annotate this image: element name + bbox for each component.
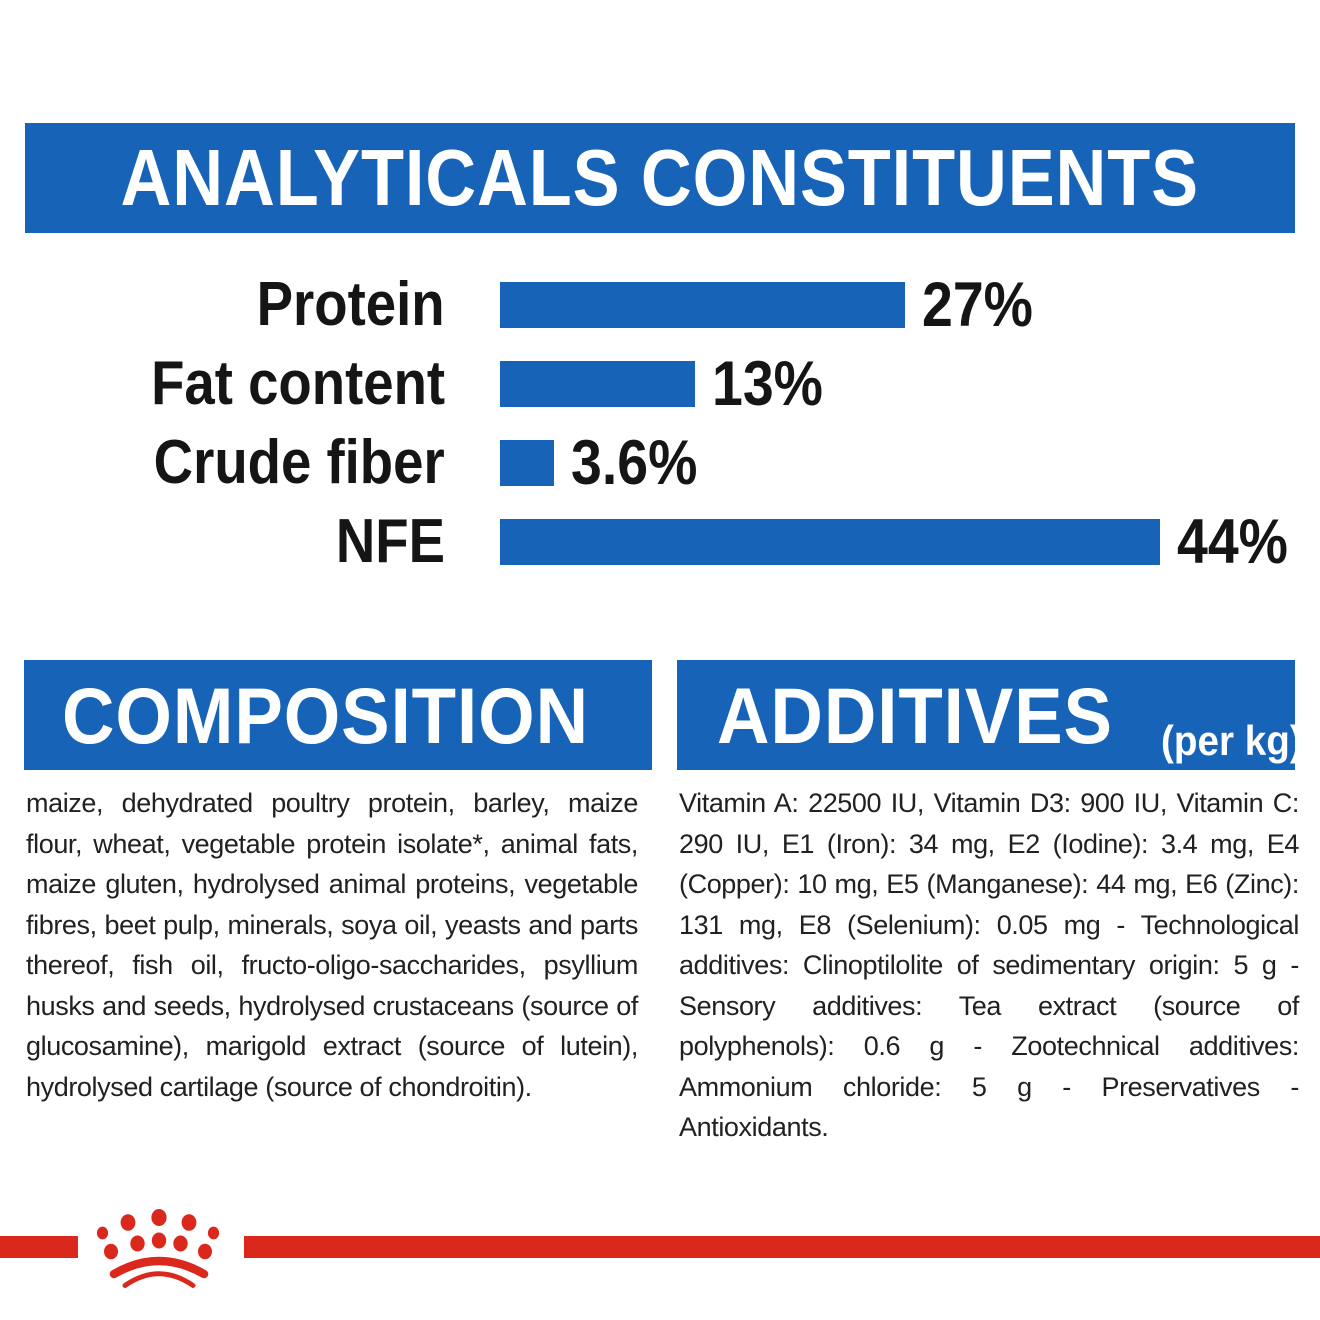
- chart-row-protein: [0, 269, 1320, 340]
- chart-row-crude-fiber: [0, 427, 1320, 498]
- fat-content-bar: [500, 361, 695, 407]
- royal-canin-crown-icon: [60, 1180, 260, 1320]
- chart-value-label: [712, 348, 838, 419]
- crude-fiber-value: 3.6%: [571, 427, 698, 498]
- additives-title-group: [717, 670, 1315, 764]
- chart-category-label: [0, 270, 445, 339]
- fat-content-value: 13%: [712, 348, 823, 419]
- chart-value-label: [571, 427, 715, 498]
- nfe-bar: [500, 519, 1160, 565]
- additives-banner: [677, 660, 1304, 770]
- additives-title: ADDITIVES: [717, 670, 1113, 760]
- analyticals-header-banner: [25, 123, 1295, 233]
- chart-category-label: [0, 507, 445, 576]
- chart-category-label: [0, 349, 445, 418]
- fat-content-label: Fat content: [150, 349, 445, 418]
- nfe-value: 44%: [1177, 506, 1288, 577]
- crude-fiber-bar: [500, 440, 554, 486]
- chart-row-fat-content: [0, 348, 1320, 419]
- additives-per-kg-suffix: (per kg): [1161, 716, 1304, 764]
- composition-title: COMPOSITION: [62, 670, 589, 760]
- protein-bar: [500, 282, 905, 328]
- additives-body: Vitamin A: 22500 IU, Vitamin D3: 900 IU, Vitamin C: 290 IU, E1 (Iron): 34 mg, E2 (Iodine): 3.4 mg, E4 (Copper): 10 mg, E5 (Manganese): 44 mg, E6 (Zinc): 131 mg, E8 (Selenium): 0.05 mg - Technological additives: Clinoptilolite of sedimentary origin: 5 g - Sensory additives: Tea extract (source of polyphenols): 0.6 g - Zootechnical additives: Ammonium chloride: 5 g - Preservatives - Antioxidants.: [679, 788, 1299, 1142]
- crude-fiber-label: Crude fiber: [153, 428, 445, 497]
- nfe-label: NFE: [335, 507, 445, 576]
- composition-banner: [24, 660, 652, 770]
- composition-body: maize, dehydrated poultry protein, barley, maize flour, wheat, vegetable protein isolate*, animal fats, maize gluten, hydrolysed animal proteins, vegetable fibres, beet pulp, minerals, soya oil, yeasts and parts thereof, fish oil, fructo-oligo-saccharides, psyllium husks and seeds, hydrolysed crustaceans (source of glucosamine), marigold extract (source of lutein), hydrolysed cartilage (source of chondroitin).: [26, 788, 638, 1102]
- chart-value-label: [922, 269, 1048, 340]
- chart-row-nfe: [0, 506, 1320, 577]
- brand-stripe-right: [244, 1236, 1320, 1258]
- protein-label: Protein: [257, 270, 445, 339]
- analyticals-title: ANALYTICALS CONSTITUENTS: [120, 133, 1200, 222]
- chart-value-label: [1177, 506, 1303, 577]
- protein-value: 27%: [922, 269, 1033, 340]
- chart-category-label: [0, 428, 445, 497]
